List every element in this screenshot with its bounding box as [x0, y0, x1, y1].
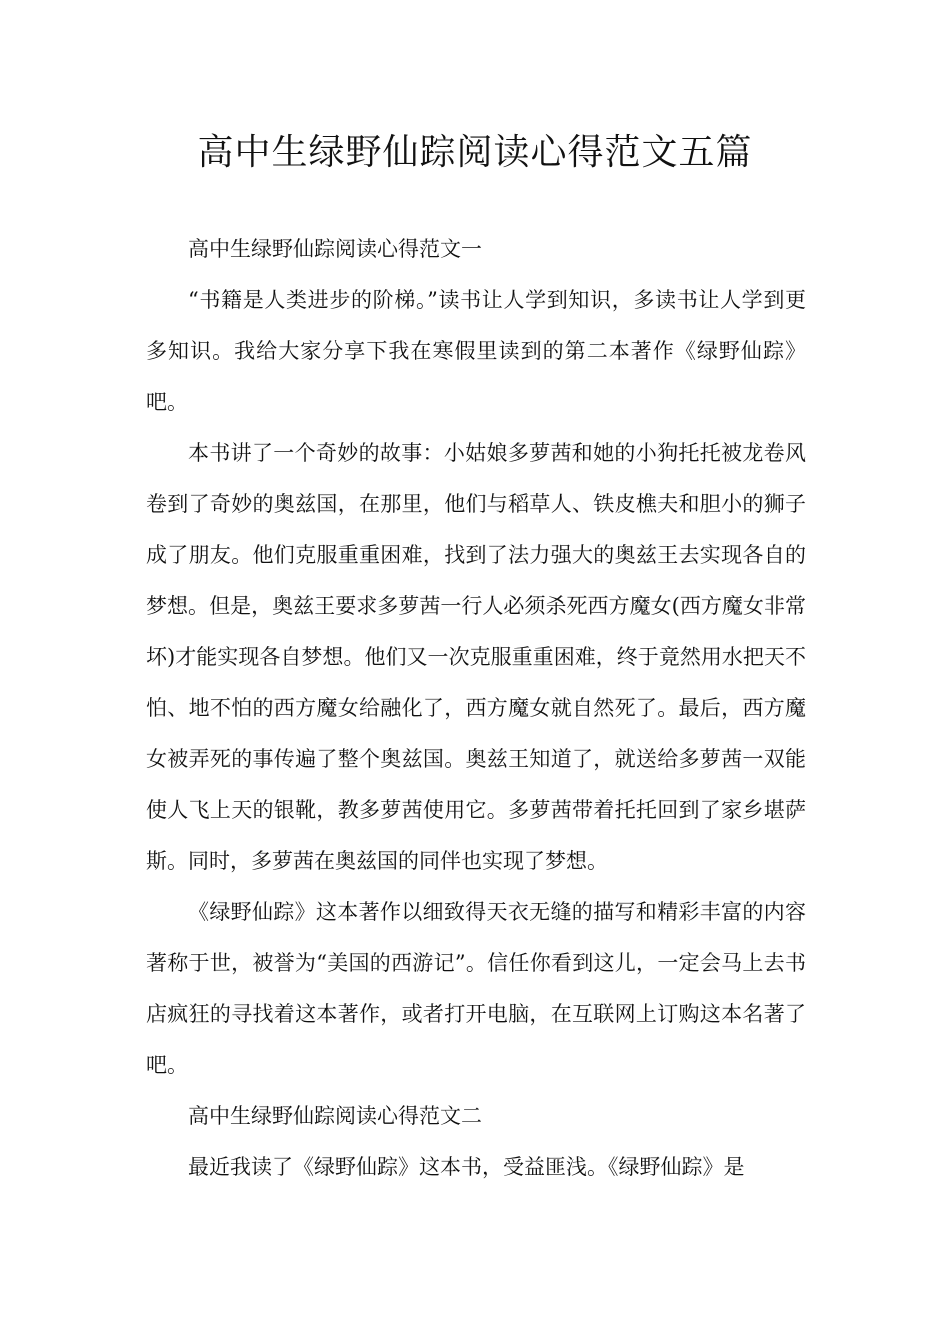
section-heading-1: 高中生绿野仙踪阅读心得范文一 — [188, 237, 482, 261]
paragraph-intro: “书籍是人类进步的阶梯。”读书让人学到知识，多读书让人学到更多知识。我给大家分享下我在寒假里读到的第二本著作《绿野仙踪》吧。 — [146, 288, 806, 414]
document-title: 高中生绿野仙踪阅读心得范文五篇 — [197, 132, 753, 173]
document-body — [146, 224, 806, 1193]
paragraph-praise: 《绿野仙踪》这本著作以细致得天衣无缝的描写和精彩丰富的内容著称于世，被誉为“美国的西游记”。信任你看到这儿，一定会马上去书店疯狂的寻找着这本著作，或者打开电脑，在互联网上订购这本名著了吧。 — [146, 900, 806, 1077]
paragraph-second-essay: 最近我读了《绿野仙踪》这本书，受益匪浅。《绿野仙踪》是 — [188, 1155, 745, 1179]
paragraph-story: 本书讲了一个奇妙的故事：小姑娘多萝茜和她的小狗托托被龙卷风卷到了奇妙的奥兹国，在那里，他们与稻草人、铁皮樵夫和胆小的狮子成了朋友。他们克服重重困难，找到了法力强大的奥兹王去实现各自的梦想。但是，奥兹王要求多萝茜一行人必须杀死西方魔女(西方魔女非常坏)才能实现各自梦想。他们又一次克服重重困难，终于竟然用水把天不怕、地不怕的西方魔女给融化了，西方魔女就自然死了。最后，西方魔女被弄死的事传遍了整个奥兹国。奥兹王知道了，就送给多萝茜一双能使人飞上天的银靴，教多萝茜使用它。多萝茜带着托托回到了家乡堪萨斯。同时，多萝茜在奥兹国的同伴也实现了梦想。 — [146, 441, 806, 873]
section-heading-2: 高中生绿野仙踪阅读心得范文二 — [188, 1104, 482, 1128]
